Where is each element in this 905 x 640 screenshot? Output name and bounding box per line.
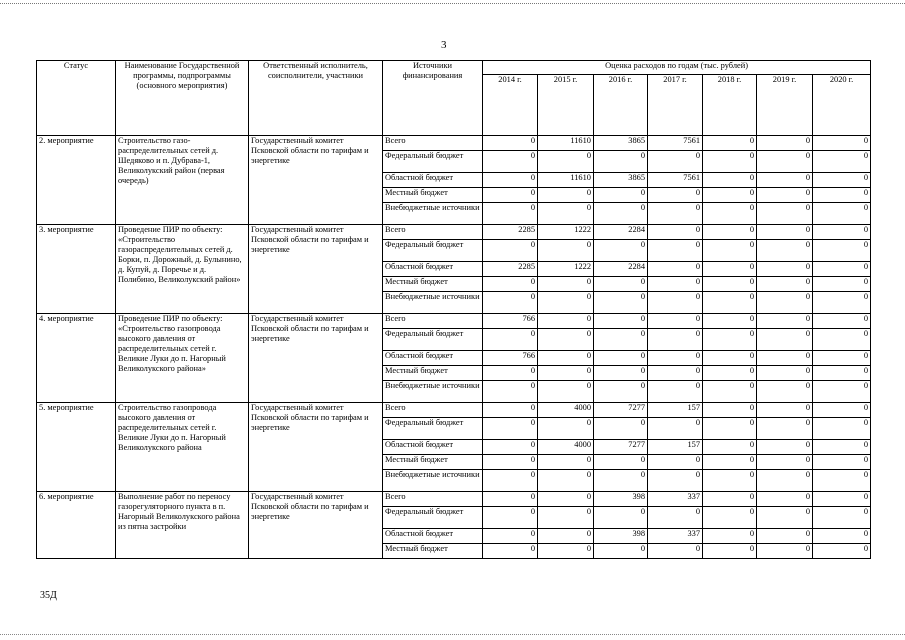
amount-cell: 7277	[594, 403, 648, 418]
amount-cell: 0	[703, 403, 757, 418]
amount-cell: 3865	[594, 173, 648, 188]
amount-cell: 0	[538, 529, 594, 544]
amount-cell: 0	[483, 136, 538, 151]
measure-name: Строительство газо-распределительных сетей д. Шедяково и п. Дубрава-1, Великолукский район (первая очередь)	[116, 136, 249, 225]
amount-cell: 0	[703, 225, 757, 240]
amount-cell: 337	[648, 529, 703, 544]
amount-cell: 0	[648, 329, 703, 351]
amount-cell: 0	[483, 151, 538, 173]
amount-cell: 0	[648, 314, 703, 329]
amount-cell: 0	[813, 262, 871, 277]
amount-cell: 0	[757, 381, 813, 403]
header-year: 2018 г.	[703, 75, 757, 136]
amount-cell: 0	[813, 440, 871, 455]
amount-cell: 0	[594, 240, 648, 262]
amount-cell: 0	[648, 151, 703, 173]
amount-cell: 0	[648, 381, 703, 403]
funding-source-cell: Местный бюджет	[383, 277, 483, 292]
header-executor: Ответственный исполнитель, соисполнители, участники	[249, 61, 383, 136]
funding-source-cell: Областной бюджет	[383, 529, 483, 544]
amount-cell: 398	[594, 492, 648, 507]
amount-cell: 0	[703, 455, 757, 470]
amount-cell: 0	[538, 314, 594, 329]
measure-executor: Государственный комитет Псковской области по тарифам и энергетике	[249, 403, 383, 492]
measure-name: Выполнение работ по переносу газорегуляторного пункта в п. Нагорный Великолукского района из пятна застройки	[116, 492, 249, 559]
scan-bottom-edge	[0, 634, 905, 635]
funding-source-cell: Областной бюджет	[383, 173, 483, 188]
amount-cell: 337	[648, 492, 703, 507]
amount-cell: 1222	[538, 225, 594, 240]
funding-source-cell: Федеральный бюджет	[383, 240, 483, 262]
amount-cell: 0	[483, 188, 538, 203]
amount-cell: 0	[483, 455, 538, 470]
amount-cell: 4000	[538, 403, 594, 418]
amount-cell: 157	[648, 403, 703, 418]
funding-source-cell: Федеральный бюджет	[383, 418, 483, 440]
amount-cell: 766	[483, 314, 538, 329]
amount-cell: 0	[483, 329, 538, 351]
funding-source-cell: Федеральный бюджет	[383, 329, 483, 351]
table-row	[37, 225, 871, 240]
amount-cell: 0	[757, 418, 813, 440]
amount-cell: 0	[483, 240, 538, 262]
amount-cell: 7561	[648, 173, 703, 188]
amount-cell: 0	[757, 544, 813, 559]
amount-cell: 0	[703, 292, 757, 314]
amount-cell: 3865	[594, 136, 648, 151]
amount-cell: 157	[648, 440, 703, 455]
amount-cell: 0	[703, 240, 757, 262]
funding-source-cell: Областной бюджет	[383, 351, 483, 366]
amount-cell: 0	[813, 225, 871, 240]
amount-cell: 0	[813, 544, 871, 559]
amount-cell: 0	[538, 203, 594, 225]
table-row	[37, 403, 871, 418]
amount-cell: 0	[813, 507, 871, 529]
amount-cell: 0	[538, 455, 594, 470]
amount-cell: 0	[538, 418, 594, 440]
amount-cell: 0	[648, 418, 703, 440]
amount-cell: 0	[757, 225, 813, 240]
amount-cell: 0	[538, 492, 594, 507]
amount-cell: 7561	[648, 136, 703, 151]
amount-cell: 0	[813, 470, 871, 492]
amount-cell: 0	[757, 470, 813, 492]
header-cost-estimate: Оценка расходов по годам (тыс. рублей)	[483, 61, 871, 75]
amount-cell: 0	[538, 507, 594, 529]
scan-top-edge	[0, 3, 905, 4]
amount-cell: 0	[813, 351, 871, 366]
amount-cell: 0	[648, 544, 703, 559]
amount-cell: 0	[813, 381, 871, 403]
table-row	[37, 492, 871, 507]
amount-cell: 0	[648, 366, 703, 381]
funding-source-cell: Местный бюджет	[383, 455, 483, 470]
amount-cell: 0	[483, 529, 538, 544]
amount-cell: 0	[648, 351, 703, 366]
funding-source-cell: Внебюджетные источники	[383, 292, 483, 314]
funding-source-cell: Внебюджетные источники	[383, 203, 483, 225]
amount-cell: 0	[813, 240, 871, 262]
amount-cell: 0	[757, 240, 813, 262]
amount-cell: 0	[594, 203, 648, 225]
amount-cell: 2284	[594, 262, 648, 277]
header-year: 2014 г.	[483, 75, 538, 136]
amount-cell: 0	[703, 529, 757, 544]
amount-cell: 0	[594, 351, 648, 366]
amount-cell: 0	[648, 507, 703, 529]
table-row	[37, 136, 871, 151]
amount-cell: 0	[594, 314, 648, 329]
measure-executor: Государственный комитет Псковской области по тарифам и энергетике	[249, 225, 383, 314]
amount-cell: 0	[703, 329, 757, 351]
funding-source-cell: Областной бюджет	[383, 262, 483, 277]
amount-cell: 0	[703, 381, 757, 403]
amount-cell: 0	[483, 173, 538, 188]
amount-cell: 7277	[594, 440, 648, 455]
amount-cell: 0	[538, 544, 594, 559]
amount-cell: 11610	[538, 173, 594, 188]
table-row	[37, 314, 871, 329]
funding-source-cell: Местный бюджет	[383, 366, 483, 381]
amount-cell: 0	[757, 455, 813, 470]
amount-cell: 2285	[483, 262, 538, 277]
amount-cell: 0	[813, 188, 871, 203]
amount-cell: 0	[648, 455, 703, 470]
header-funding-sources: Источники финансирования	[383, 61, 483, 136]
header-program-name: Наименование Государственной программы, подпрограммы (основного мероприятия)	[116, 61, 249, 136]
amount-cell: 0	[483, 470, 538, 492]
amount-cell: 0	[703, 492, 757, 507]
amount-cell: 0	[483, 381, 538, 403]
amount-cell: 0	[594, 507, 648, 529]
amount-cell: 0	[594, 188, 648, 203]
amount-cell: 0	[594, 381, 648, 403]
amount-cell: 0	[703, 262, 757, 277]
amount-cell: 0	[703, 203, 757, 225]
header-year: 2019 г.	[757, 75, 813, 136]
measure-executor: Государственный комитет Псковской области по тарифам и энергетике	[249, 492, 383, 559]
amount-cell: 0	[757, 173, 813, 188]
funding-source-cell: Местный бюджет	[383, 544, 483, 559]
amount-cell: 0	[648, 262, 703, 277]
amount-cell: 0	[813, 418, 871, 440]
amount-cell: 0	[757, 136, 813, 151]
amount-cell: 0	[648, 277, 703, 292]
amount-cell: 0	[594, 366, 648, 381]
amount-cell: 0	[757, 262, 813, 277]
amount-cell: 0	[538, 381, 594, 403]
amount-cell: 0	[703, 366, 757, 381]
amount-cell: 0	[757, 277, 813, 292]
amount-cell: 0	[757, 329, 813, 351]
amount-cell: 0	[757, 403, 813, 418]
amount-cell: 0	[813, 277, 871, 292]
amount-cell: 0	[813, 203, 871, 225]
amount-cell: 0	[483, 203, 538, 225]
funding-source-cell: Всего	[383, 492, 483, 507]
amount-cell: 0	[703, 418, 757, 440]
amount-cell: 0	[703, 314, 757, 329]
amount-cell: 398	[594, 529, 648, 544]
amount-cell: 0	[757, 529, 813, 544]
amount-cell: 0	[483, 292, 538, 314]
amount-cell: 0	[538, 329, 594, 351]
amount-cell: 0	[648, 470, 703, 492]
amount-cell: 766	[483, 351, 538, 366]
amount-cell: 0	[538, 351, 594, 366]
header-year: 2020 г.	[813, 75, 871, 136]
amount-cell: 0	[813, 292, 871, 314]
amount-cell: 0	[757, 314, 813, 329]
amount-cell: 0	[594, 470, 648, 492]
amount-cell: 0	[703, 470, 757, 492]
amount-cell: 0	[538, 366, 594, 381]
amount-cell: 0	[594, 329, 648, 351]
amount-cell: 0	[813, 136, 871, 151]
amount-cell: 0	[757, 188, 813, 203]
funding-source-cell: Местный бюджет	[383, 188, 483, 203]
amount-cell: 0	[538, 470, 594, 492]
amount-cell: 0	[813, 492, 871, 507]
funding-source-cell: Федеральный бюджет	[383, 151, 483, 173]
amount-cell: 0	[594, 151, 648, 173]
amount-cell: 0	[594, 418, 648, 440]
measure-name: Строительство газопровода высокого давления от распределительных сетей г. Великие Луки до п. Нагорный Великолукского района	[116, 403, 249, 492]
header-year: 2015 г.	[538, 75, 594, 136]
measure-status: 4. мероприятие	[37, 314, 116, 403]
amount-cell: 0	[703, 136, 757, 151]
amount-cell: 0	[703, 544, 757, 559]
amount-cell: 11610	[538, 136, 594, 151]
amount-cell: 0	[757, 151, 813, 173]
funding-source-cell: Всего	[383, 314, 483, 329]
amount-cell: 0	[813, 314, 871, 329]
amount-cell: 0	[648, 203, 703, 225]
amount-cell: 0	[648, 225, 703, 240]
measure-name: Проведение ПИР по объекту: «Строительство газораспределительных сетей д. Борки, п. Дорожный, д. Булынино, д. Купуй, д. Поречье и д. Полибино, Великолукский район»	[116, 225, 249, 314]
amount-cell: 0	[757, 507, 813, 529]
amount-cell: 0	[813, 455, 871, 470]
amount-cell: 0	[703, 188, 757, 203]
table-body	[37, 136, 871, 559]
amount-cell: 0	[594, 455, 648, 470]
measure-status: 5. мероприятие	[37, 403, 116, 492]
header-year: 2016 г.	[594, 75, 648, 136]
amount-cell: 0	[483, 366, 538, 381]
funding-source-cell: Внебюджетные источники	[383, 381, 483, 403]
amount-cell: 0	[757, 292, 813, 314]
amount-cell: 0	[813, 151, 871, 173]
amount-cell: 0	[483, 277, 538, 292]
amount-cell: 0	[703, 440, 757, 455]
amount-cell: 0	[757, 492, 813, 507]
amount-cell: 0	[538, 240, 594, 262]
header-status: Статус	[37, 61, 116, 136]
amount-cell: 0	[483, 544, 538, 559]
amount-cell: 0	[538, 151, 594, 173]
amount-cell: 2284	[594, 225, 648, 240]
amount-cell: 0	[594, 277, 648, 292]
amount-cell: 0	[703, 351, 757, 366]
amount-cell: 0	[757, 366, 813, 381]
measure-executor: Государственный комитет Псковской области по тарифам и энергетике	[249, 314, 383, 403]
amount-cell: 0	[813, 403, 871, 418]
amount-cell: 0	[813, 329, 871, 351]
amount-cell: 0	[483, 403, 538, 418]
amount-cell: 0	[703, 507, 757, 529]
funding-source-cell: Всего	[383, 403, 483, 418]
amount-cell: 0	[703, 151, 757, 173]
amount-cell: 0	[703, 173, 757, 188]
funding-source-cell: Внебюджетные источники	[383, 470, 483, 492]
measure-status: 6. мероприятие	[37, 492, 116, 559]
budget-table	[36, 60, 871, 559]
amount-cell: 0	[483, 418, 538, 440]
amount-cell: 0	[538, 277, 594, 292]
amount-cell: 0	[648, 188, 703, 203]
amount-cell: 0	[483, 440, 538, 455]
footer-code: 35Д	[40, 590, 57, 601]
amount-cell: 0	[813, 366, 871, 381]
amount-cell: 0	[648, 292, 703, 314]
amount-cell: 1222	[538, 262, 594, 277]
measure-status: 2. мероприятие	[37, 136, 116, 225]
amount-cell: 4000	[538, 440, 594, 455]
amount-cell: 0	[648, 240, 703, 262]
measure-status: 3. мероприятие	[37, 225, 116, 314]
measure-executor: Государственный комитет Псковской области по тарифам и энергетике	[249, 136, 383, 225]
amount-cell: 0	[483, 492, 538, 507]
amount-cell: 0	[813, 173, 871, 188]
amount-cell: 0	[813, 529, 871, 544]
amount-cell: 0	[703, 277, 757, 292]
amount-cell: 0	[757, 351, 813, 366]
funding-source-cell: Федеральный бюджет	[383, 507, 483, 529]
amount-cell: 0	[483, 507, 538, 529]
table-header	[37, 61, 871, 136]
funding-source-cell: Областной бюджет	[383, 440, 483, 455]
amount-cell: 0	[538, 292, 594, 314]
funding-source-cell: Всего	[383, 136, 483, 151]
amount-cell: 0	[538, 188, 594, 203]
amount-cell: 0	[757, 203, 813, 225]
amount-cell: 0	[594, 292, 648, 314]
measure-name: Проведение ПИР по объекту: «Строительство газопровода высокого давления от распределительных сетей г. Великие Луки до п. Нагорный Великолукского района»	[116, 314, 249, 403]
header-year: 2017 г.	[648, 75, 703, 136]
amount-cell: 0	[594, 544, 648, 559]
funding-source-cell: Всего	[383, 225, 483, 240]
amount-cell: 0	[757, 440, 813, 455]
page-number: 3	[441, 39, 447, 51]
amount-cell: 2285	[483, 225, 538, 240]
